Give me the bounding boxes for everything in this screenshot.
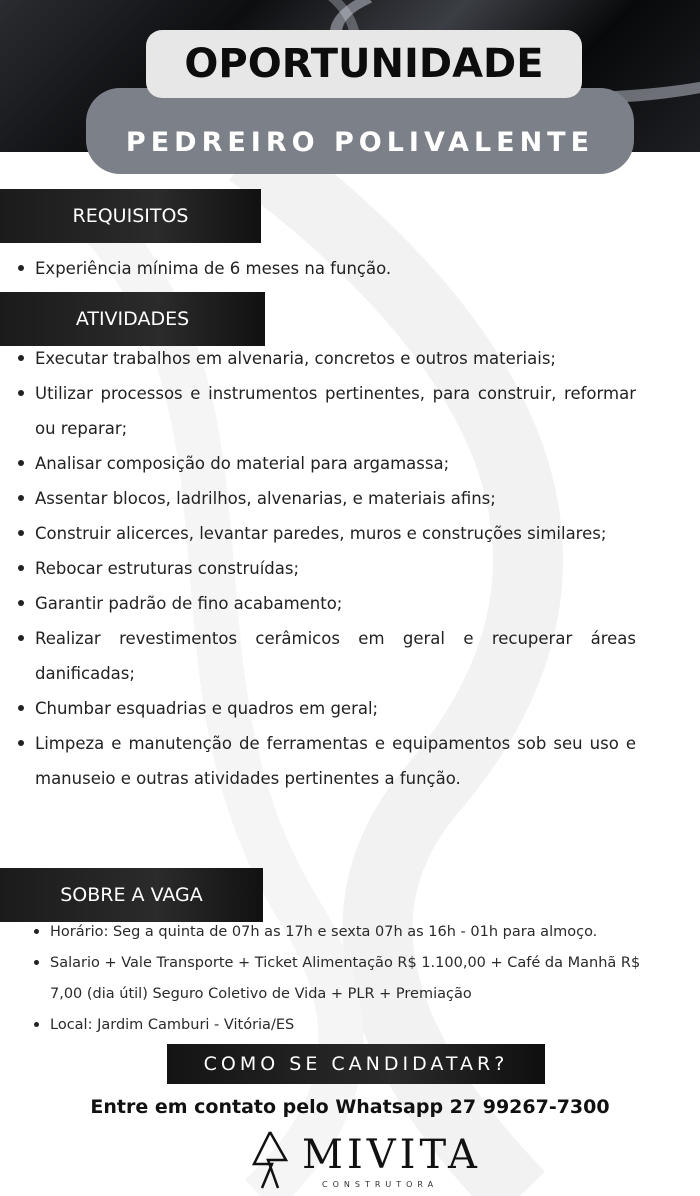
list-item: Executar trabalhos em alvenaria, concretos e outros materiais; xyxy=(18,341,636,376)
list-item: Limpeza e manutenção de ferramentas e equipamentos sob seu uso e manuseio e outras atividades pertinentes a função. xyxy=(18,726,636,796)
list-item: Assentar blocos, ladrilhos, alvenarias, e materiais afins; xyxy=(18,481,636,516)
list-item: Realizar revestimentos cerâmicos em geral e recuperar áreas danificadas; xyxy=(18,621,636,691)
section-title: ATIVIDADES xyxy=(75,308,190,330)
list-item: Horário: Seg a quinta de 07h as 17h e sexta 07h as 16h - 01h para almoço. xyxy=(34,917,670,948)
headline: OPORTUNIDADE xyxy=(184,41,544,87)
list-item: Experiência mínima de 6 meses na função. xyxy=(18,251,636,286)
company-logo xyxy=(250,1130,481,1194)
whatsapp-contact: Entre em contato pelo Whatsapp 27 99267-7300 xyxy=(90,1096,610,1118)
section-title: SOBRE A VAGA xyxy=(60,884,203,906)
list-item: Utilizar processos e instrumentos pertinentes, para construir, reformar ou reparar; xyxy=(18,376,636,446)
list-item: Garantir padrão de fino acabamento; xyxy=(18,586,636,621)
section-header-sobre-a-vaga xyxy=(0,868,263,922)
logo-mark-icon xyxy=(250,1130,290,1190)
requisitos-list xyxy=(18,251,636,286)
logo-wordmark: MIVITA xyxy=(302,1132,481,1178)
list-item: Chumbar esquadrias e quadros em geral; xyxy=(18,691,636,726)
how-to-apply-label: COMO SE CANDIDATAR? xyxy=(203,1053,509,1075)
how-to-apply-banner xyxy=(167,1044,545,1084)
list-item: Salario + Vale Transporte + Ticket Alimentação R$ 1.100,00 + Café da Manhã R$ 7,00 (dia útil) Seguro Coletivo de Vida + PLR + Premiação xyxy=(34,948,670,1010)
section-header-atividades xyxy=(0,292,265,346)
headline-pill xyxy=(146,30,582,98)
sobre-list xyxy=(34,917,670,1041)
job-title-pill xyxy=(86,88,634,174)
section-header-requisitos xyxy=(0,189,261,243)
list-item: Analisar composição do material para argamassa; xyxy=(18,446,636,481)
section-title: REQUISITOS xyxy=(72,205,189,227)
list-item: Rebocar estruturas construídas; xyxy=(18,551,636,586)
logo-tagline: CONSTRUTORA xyxy=(322,1180,439,1189)
atividades-list xyxy=(18,341,636,796)
list-item: Local: Jardim Camburi - Vitória/ES xyxy=(34,1010,670,1041)
job-title: PEDREIRO POLIVALENTE xyxy=(125,126,595,158)
list-item: Construir alicerces, levantar paredes, muros e construções similares; xyxy=(18,516,636,551)
